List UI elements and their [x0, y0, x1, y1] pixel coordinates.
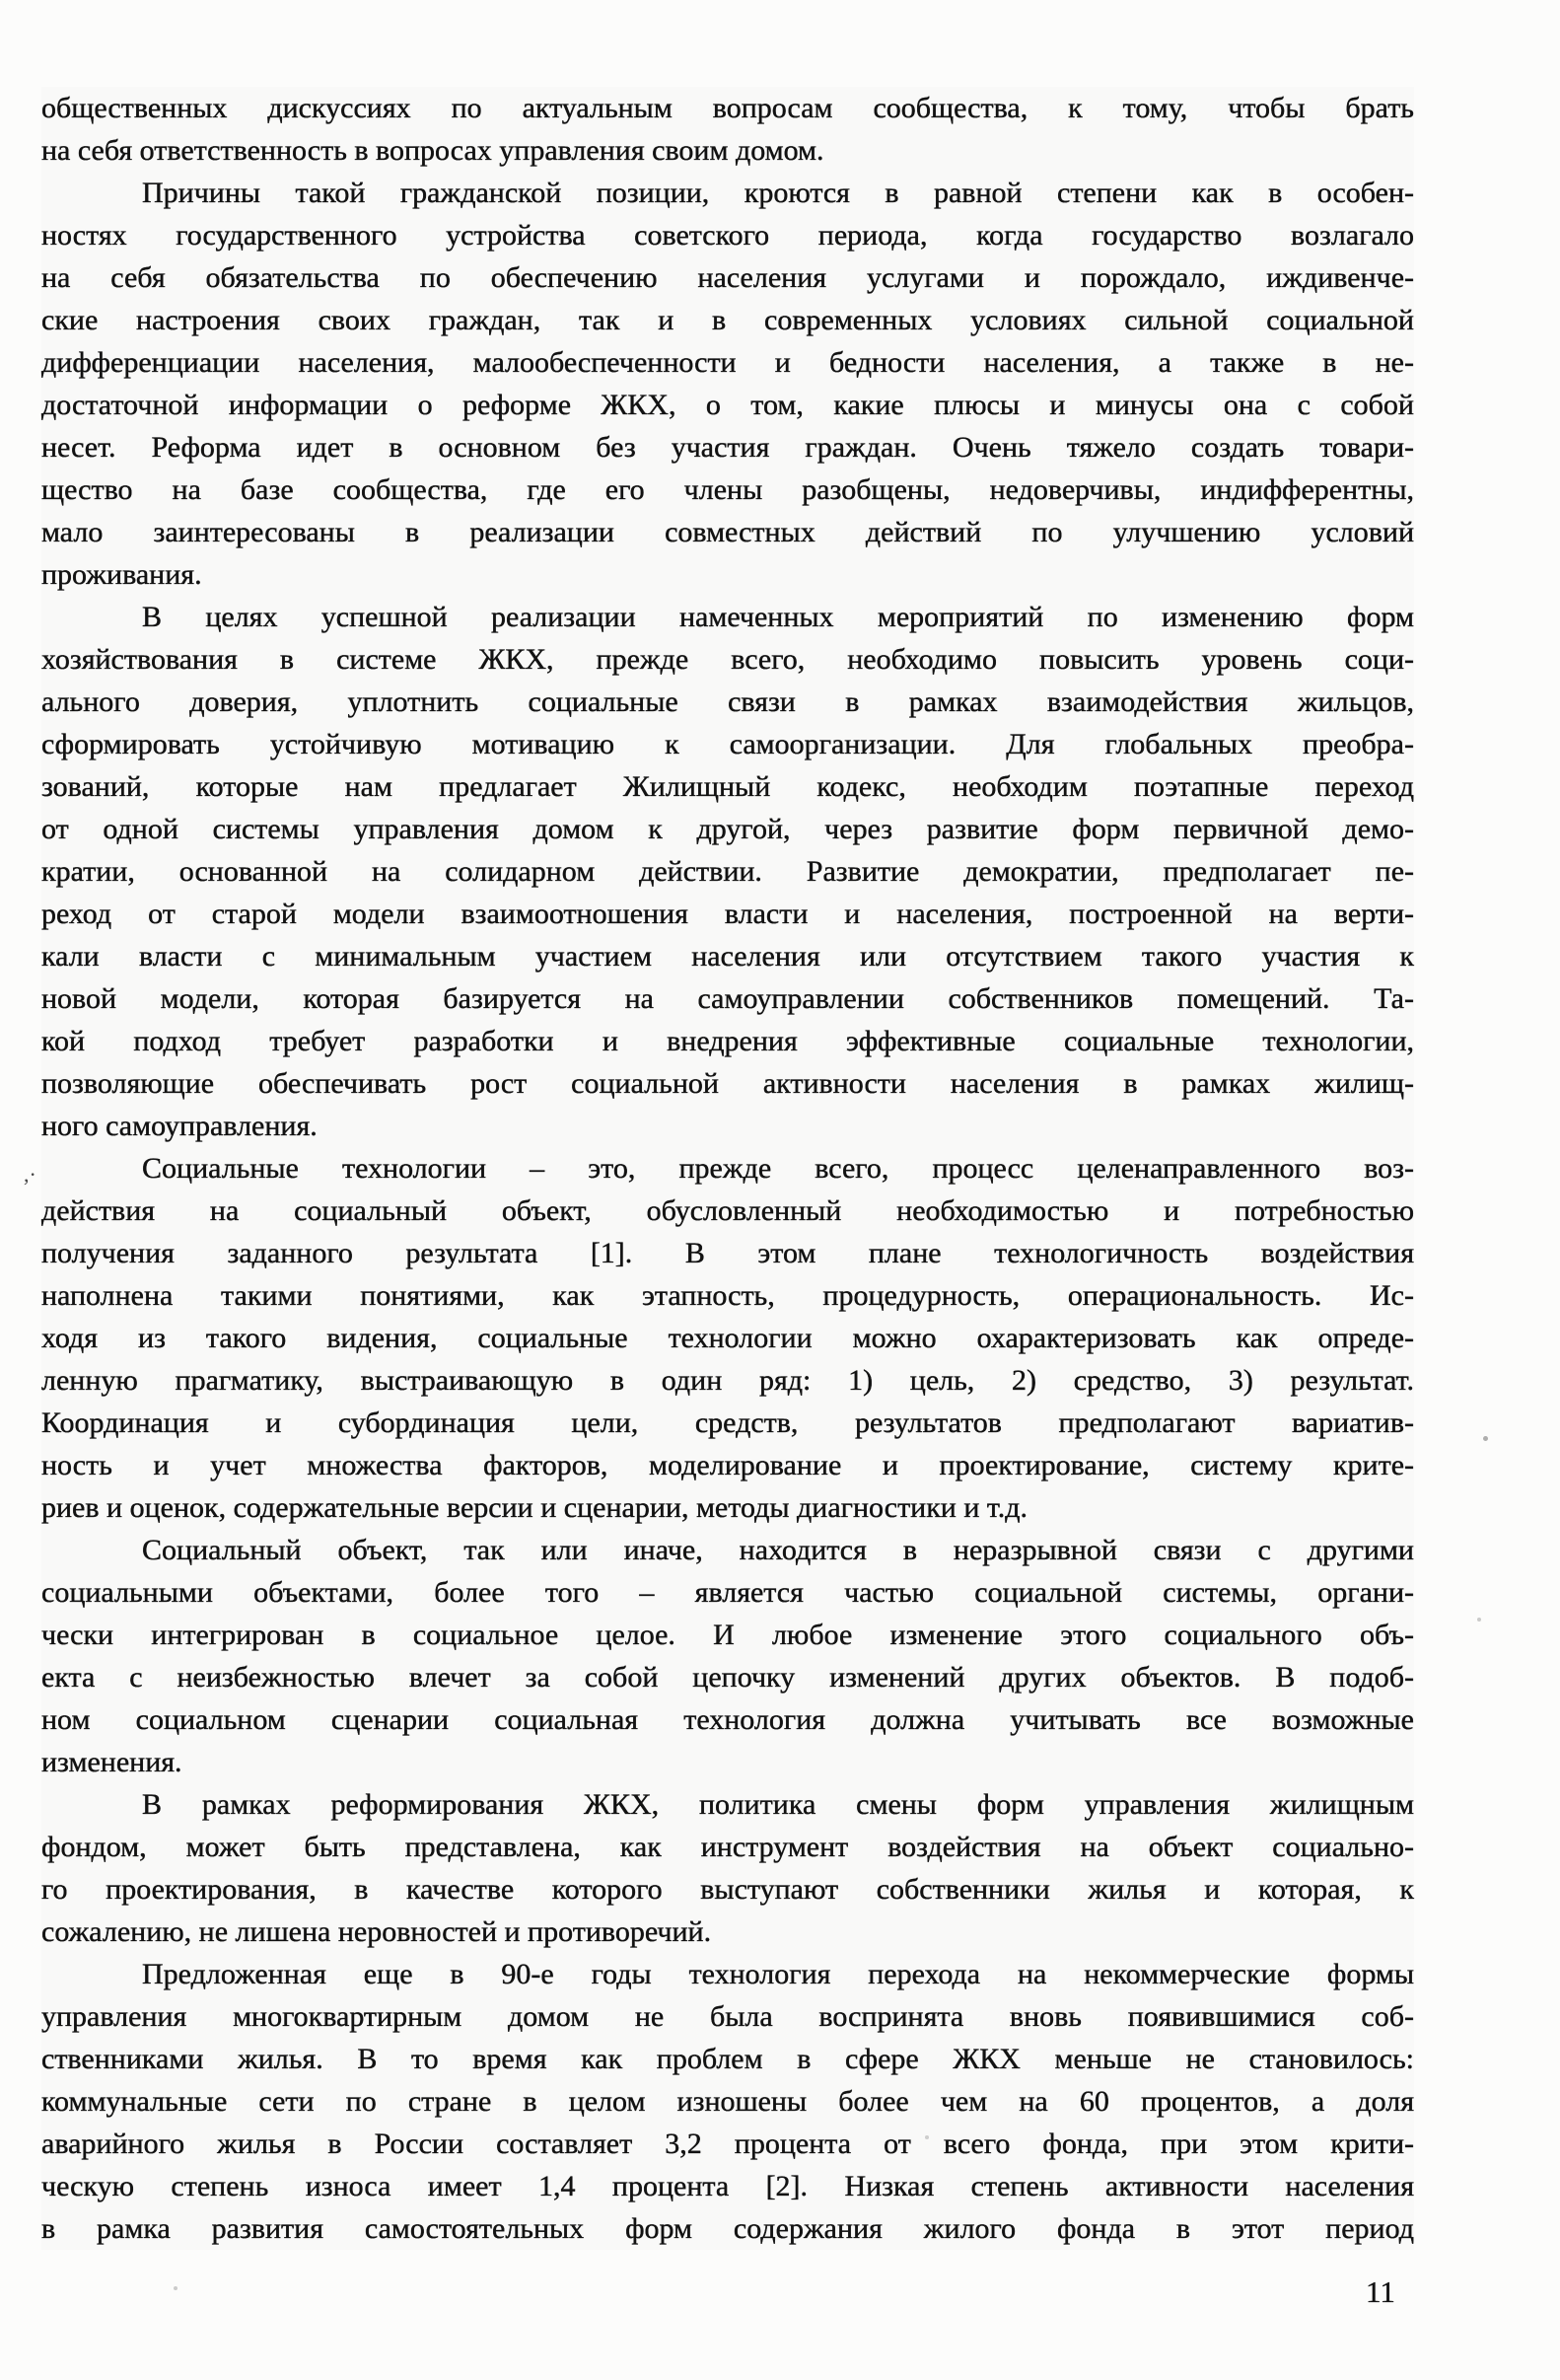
page-number: 11 [1366, 2274, 1395, 2309]
text-line: коммунальные сети по стране в целом изношены более чем на 60 процентов, а доля [41, 2085, 1414, 2118]
text-line: сожалению, не лишена неровностей и противоречий. [41, 1915, 712, 1948]
text-line: в рамка развития самостоятельных форм содержания жилого фонда в этот период [41, 2212, 1414, 2245]
text-line: на себя обязательства по обеспечению населения услугами и порождало, иждивенче- [41, 261, 1414, 294]
text-line: проживания. [41, 558, 202, 591]
text-line: социальными объектами, более того – является частью социальной системы, органи- [41, 1576, 1414, 1609]
text-line: Координация и субординация цели, средств, результатов предполагают вариатив- [41, 1406, 1414, 1439]
scan-speck [1483, 1436, 1488, 1441]
text-line: ленную прагматику, выстраивающую в один ряд: 1) цель, 2) средство, 3) результат. [41, 1364, 1414, 1397]
text-line: действия на социальный объект, обусловленный необходимостью и потребностью [41, 1194, 1414, 1227]
text-line: риев и оценок, содержательные версии и сценарии, методы диагностики и т.д. [41, 1491, 1028, 1524]
text-line: ность и учет множества факторов, моделирование и проектирование, систему крите- [41, 1449, 1414, 1481]
scan-speck [174, 2286, 177, 2290]
text-line: ального доверия, уплотнить социальные связи в рамках взаимодействия жильцов, [41, 685, 1414, 718]
text-line: ходя из такого видения, социальные технологии можно охарактеризовать как опреде- [41, 1322, 1414, 1354]
text-line: фондом, может быть представлена, как инструмент воздействия на объект социально- [41, 1831, 1414, 1863]
text-line: новой модели, которая базируется на самоуправлении собственников помещений. Та- [41, 982, 1414, 1015]
text-line: кратии, основанной на солидарном действии. Развитие демократии, предполагает пе- [41, 855, 1414, 888]
scan-speck [1477, 1618, 1481, 1622]
text-line: зований, которые нам предлагает Жилищный кодекс, необходим поэтапные переход [41, 770, 1414, 803]
text-line: позволяющие обеспечивать рост социальной активности населения в рамках жилищ- [41, 1067, 1414, 1100]
text-line: сформировать устойчивую мотивацию к самоорганизации. Для глобальных преобра- [41, 728, 1414, 760]
text-line: изменения. [41, 1746, 182, 1778]
text-line: ном социальном сценарии социальная технология должна учитывать все возможные [41, 1703, 1414, 1736]
text-line: ного самоуправления. [41, 1110, 318, 1142]
text-line: хозяйствования в системе ЖКХ, прежде всего, необходимо повысить уровень соци- [41, 643, 1414, 676]
scan-speck [925, 2135, 929, 2139]
text-line: несет. Реформа идет в основном без участия граждан. Очень тяжело создать товари- [41, 431, 1414, 464]
text-line: общественных дискуссиях по актуальным вопросам сообщества, к тому, чтобы брать [41, 92, 1414, 124]
text-line: Социальные технологии – это, прежде всего, процесс целенаправленного воз- [142, 1152, 1414, 1185]
text-line: щество на базе сообщества, где его члены разобщены, недоверчивы, индифферентны, [41, 473, 1414, 506]
text-line: Предложенная еще в 90-е годы технология перехода на некоммерческие формы [142, 1958, 1414, 1990]
text-line: кали власти с минимальным участием населения или отсутствием такого участия к [41, 940, 1414, 973]
text-line: ческую степень износа имеет 1,4 процента [2]. Низкая степень активности населения [41, 2170, 1414, 2202]
text-line: на себя ответственность в вопросах управления своим домом. [41, 134, 824, 167]
text-line: кой подход требует разработки и внедрения эффективные социальные технологии, [41, 1025, 1414, 1057]
text-line: Социальный объект, так или иначе, находится в неразрывной связи с другими [142, 1534, 1414, 1566]
text-line: достаточной информации о реформе ЖКХ, о том, какие плюсы и минусы она с собой [41, 389, 1414, 421]
text-line: наполнена такими понятиями, как этапность, процедурность, операциональность. Ис- [41, 1279, 1414, 1312]
text-line: Причины такой гражданской позиции, кроются в равной степени как в особен- [142, 177, 1414, 209]
body-text [41, 87, 1414, 2250]
text-line: ственниками жилья. В то время как проблем в сфере ЖКХ меньше не становилось: [41, 2043, 1414, 2075]
text-line: го проектирования, в качестве которого выступают собственники жилья и которая, к [41, 1873, 1414, 1906]
stray-ink-mark: ,· [24, 1162, 36, 1187]
text-line: ностях государственного устройства советского периода, когда государство возлагало [41, 219, 1414, 252]
text-line: аварийного жилья в России составляет 3,2 процента от всего фонда, при этом крити- [41, 2128, 1414, 2160]
text-line: управления многоквартирным домом не была воспринята вновь появившимися соб- [41, 2000, 1414, 2033]
text-line: реход от старой модели взаимоотношения власти и населения, построенной на верти- [41, 898, 1414, 930]
text-line: дифференциации населения, малообеспеченности и бедности населения, а также в не- [41, 346, 1414, 379]
text-line: екта с неизбежностью влечет за собой цепочку изменений других объектов. В подоб- [41, 1661, 1414, 1694]
text-line: чески интегрирован в социальное целое. И любое изменение этого социального объ- [41, 1619, 1414, 1651]
text-line: В целях успешной реализации намеченных мероприятий по изменению форм [142, 601, 1414, 633]
text-line: ские настроения своих граждан, так и в современных условиях сильной социальной [41, 304, 1414, 336]
text-line: мало заинтересованы в реализации совместных действий по улучшению условий [41, 516, 1414, 548]
text-line: получения заданного результата [1]. В этом плане технологичность воздействия [41, 1237, 1414, 1269]
text-line: от одной системы управления домом к другой, через развитие форм первичной демо- [41, 813, 1414, 845]
text-line: В рамках реформирования ЖКХ, политика смены форм управления жилищным [142, 1788, 1414, 1821]
